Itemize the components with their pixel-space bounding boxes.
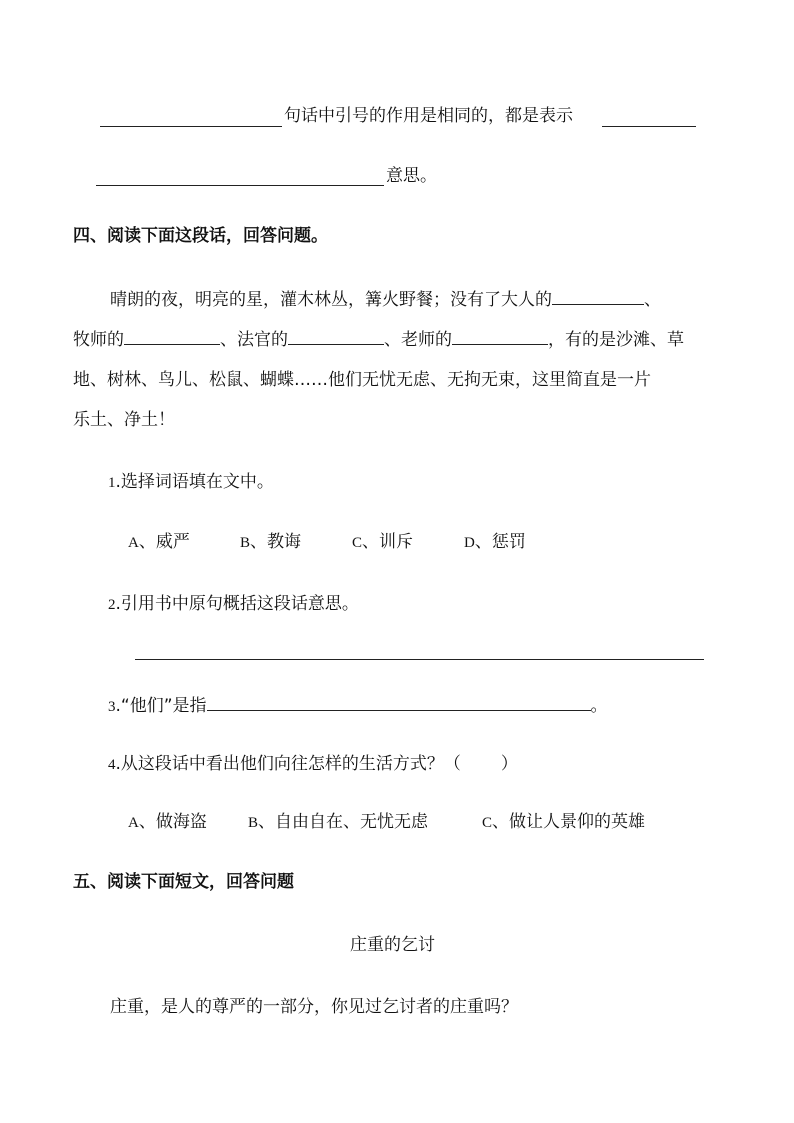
passage-text: 牧师的: [73, 330, 124, 350]
answer-blank[interactable]: [452, 328, 548, 345]
article-title: 庄重的乞讨: [350, 935, 435, 955]
answer-blank[interactable]: [100, 126, 282, 127]
sentence-text: 句话中引号的作用是相同的，都是表示: [284, 106, 573, 126]
question-text: ）: [500, 754, 518, 774]
passage-line: [73, 328, 684, 350]
option-c[interactable]: C、训斥: [352, 532, 414, 552]
passage-text: 晴朗的夜，明亮的星，灌木林丛，篝火野餐；没有了大人的: [110, 290, 552, 310]
answer-blank[interactable]: [207, 694, 591, 711]
question-1: [108, 472, 274, 493]
passage-line: 地、树林、鸟儿、松鼠、蝴蝶……他们无忧无虑、无拘无束，这里简直是一片: [73, 370, 651, 390]
question-text: .选择词语填在文中。: [115, 472, 274, 492]
answer-blank[interactable]: [552, 288, 644, 305]
question-text: .从这段话中看出他们向往怎样的生活方式？（: [115, 754, 461, 774]
passage-text: 、法官的: [220, 330, 288, 350]
answer-blank[interactable]: [124, 328, 220, 345]
option-d[interactable]: D、惩罚: [464, 532, 526, 552]
passage-text: 、老师的: [384, 330, 452, 350]
question-number: 2: [108, 597, 116, 613]
passage-text: ，有的是沙滩、草: [548, 330, 684, 350]
option-a[interactable]: A、做海盗: [128, 812, 207, 832]
section-heading: 四、阅读下面这段话，回答问题。: [73, 226, 328, 246]
answer-blank[interactable]: [288, 328, 384, 345]
question-2: [108, 594, 359, 615]
option-c[interactable]: C、做让人景仰的英雄: [482, 812, 646, 832]
answer-line[interactable]: [135, 659, 704, 660]
question-4: [108, 754, 518, 775]
passage-text: 、: [644, 290, 661, 310]
passage-line: 乐土、净土！: [73, 410, 175, 430]
question-text: 。: [590, 696, 608, 716]
question-number: 4: [108, 757, 116, 773]
article-paragraph: 庄重，是人的尊严的一部分，你见过乞讨者的庄重吗？: [110, 997, 518, 1017]
answer-blank[interactable]: [602, 126, 696, 127]
question-number: 1: [108, 475, 116, 491]
question-text: .引用书中原句概括这段话意思。: [115, 594, 359, 614]
question-3: [108, 694, 608, 717]
question-text: .“他们”是指: [115, 696, 207, 716]
question-number: 3: [108, 699, 116, 715]
answer-blank[interactable]: [96, 185, 384, 186]
option-b[interactable]: B、教诲: [240, 532, 302, 552]
option-a[interactable]: A、威严: [128, 532, 190, 552]
passage-line: [110, 288, 661, 310]
section-heading: 五、阅读下面短文，回答问题: [73, 872, 294, 892]
option-b[interactable]: B、自由自在、无忧无虑: [248, 812, 429, 832]
sentence-text: 意思。: [386, 166, 437, 186]
